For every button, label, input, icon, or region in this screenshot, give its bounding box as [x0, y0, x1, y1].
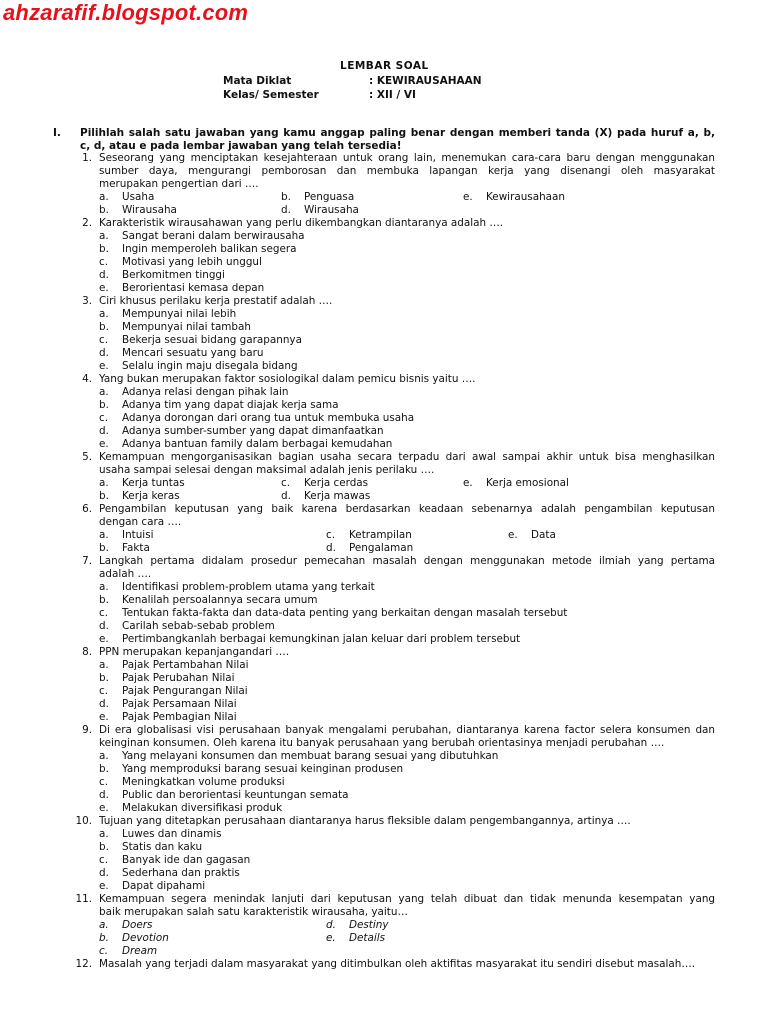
answer-option [0, 412, 768, 425]
question-line: baik merupakan salah satu karakteristik wirausaha, yaitu… [99, 906, 408, 918]
option-letter: e. [99, 633, 109, 645]
answer-option [0, 607, 768, 620]
option-letter: a. [99, 308, 109, 320]
option-text: Dream [122, 945, 158, 957]
option-text: Intuisi [122, 529, 154, 541]
option-letter: c. [99, 256, 109, 268]
option-letter: c. [99, 607, 109, 619]
question-item [0, 295, 768, 373]
question-item [0, 724, 768, 815]
answer-option [0, 685, 768, 698]
option-letter: a. [99, 477, 109, 489]
option-letter: c. [99, 412, 109, 424]
header-value: : KEWIRAUSAHAAN [369, 75, 482, 87]
question-number: 4. [82, 373, 92, 385]
option-text: Kerja cerdas [304, 477, 369, 489]
option-text: Pajak Persamaan Nilai [122, 698, 237, 710]
answer-option-row [0, 529, 768, 542]
answer-option [0, 711, 768, 724]
option-text: Adanya relasi dengan pihak lain [122, 386, 289, 398]
option-letter: b. [99, 594, 109, 606]
answer-option [0, 243, 768, 256]
option-letter: b. [99, 932, 109, 944]
option-letter: b. [99, 672, 109, 684]
answer-option-row [0, 919, 768, 932]
question-item [0, 815, 768, 893]
instruction-text [80, 127, 715, 152]
option-text: Doers [122, 919, 153, 931]
question-number: 11. [75, 893, 92, 905]
answer-option [0, 334, 768, 347]
answer-option [0, 360, 768, 373]
option-text: Adanya bantuan family dalam berbagai kemudahan [122, 438, 393, 450]
option-text: Yang melayani konsumen dan membuat barang sesuai yang dibutuhkan [122, 750, 499, 762]
answer-option [0, 880, 768, 893]
answer-option [0, 256, 768, 269]
option-letter: d. [99, 789, 109, 801]
question-text [0, 724, 715, 750]
question-text [0, 295, 715, 308]
answer-option-row [0, 490, 768, 503]
option-text: Luwes dan dinamis [122, 828, 222, 840]
option-text: Meningkatkan volume produksi [122, 776, 285, 788]
answer-option [0, 438, 768, 451]
question-line: Ciri khusus perilaku kerja prestatif adalah …. [99, 295, 333, 307]
option-text: Adanya sumber-sumber yang dapat dimanfaatkan [122, 425, 384, 437]
question-line: merupakan pengertian dari …. [99, 178, 259, 190]
option-letter: c. [99, 334, 109, 346]
option-text: Pajak Pengurangan Nilai [122, 685, 248, 697]
option-letter: e. [99, 360, 109, 372]
question-line: Kemampuan segera menindak lanjuti dari keputusan yang telah dibuat dan tidak menunda kesempatan yang [99, 893, 715, 905]
option-letter: d. [326, 919, 336, 931]
option-text: Carilah sebab-sebab problem [122, 620, 275, 632]
option-text: Selalu ingin maju disegala bidang [122, 360, 298, 372]
option-letter: c. [99, 776, 109, 788]
option-text: Pajak Perubahan Nilai [122, 672, 235, 684]
option-text: Devotion [122, 932, 169, 944]
question-line: dengan cara …. [99, 516, 182, 528]
option-text: Dapat dipahami [122, 880, 206, 892]
question-line: Langkah pertama didalam prosedur pemecahan masalah dengan menggunakan metode ilmiah yang pertama [99, 555, 715, 567]
question-line: Masalah yang terjadi dalam masyarakat yang ditimbulkan oleh aktifitas masyarakat itu sendiri disebut masalah…. [99, 958, 696, 970]
option-letter: b. [99, 841, 109, 853]
question-line: sumber daya, mengurangi pemborosan dan membuka lapangan kerja yang disenangi oleh masyarakat [99, 165, 715, 177]
answer-option-row [0, 542, 768, 555]
option-text: Bekerja sesuai bidang garapannya [122, 334, 302, 346]
option-letter: a. [99, 191, 109, 203]
option-text: Pertimbangkanlah berbagai kemungkinan jalan keluar dari problem tersebut [122, 633, 521, 645]
option-letter: a. [99, 828, 109, 840]
question-line: usaha sampai selesai dengan maksimal adalah jenis perilaku …. [99, 464, 435, 476]
option-letter: b. [99, 490, 109, 502]
answer-option [0, 854, 768, 867]
option-letter: d. [99, 867, 109, 879]
option-text: Penguasa [304, 191, 355, 203]
option-text: Tentukan fakta-fakta dan data-data penting yang berkaitan dengan masalah tersebut [122, 607, 568, 619]
question-text [0, 451, 715, 477]
option-text: Pajak Pembagian Nilai [122, 711, 237, 723]
option-letter: e. [463, 477, 473, 489]
answer-option [0, 347, 768, 360]
answer-option-row [0, 191, 768, 204]
option-text: Kerja emosional [486, 477, 569, 489]
option-text: Wirausaha [122, 204, 177, 216]
question-text [0, 815, 715, 828]
option-letter: d. [99, 620, 109, 632]
option-letter: a. [99, 386, 109, 398]
question-number: 9. [82, 724, 92, 736]
question-item [0, 217, 768, 295]
option-letter: a. [99, 750, 109, 762]
question-text [0, 373, 715, 386]
question-number: 12. [75, 958, 92, 970]
question-item [0, 503, 768, 555]
question-item [0, 958, 768, 971]
option-letter: b. [99, 243, 109, 255]
option-text: Kerja tuntas [122, 477, 185, 489]
option-letter: a. [99, 581, 109, 593]
option-text: Berkomitmen tinggi [122, 269, 225, 281]
question-line: Tujuan yang ditetapkan perusahaan diantaranya harus fleksible dalam pengembangannya, artinya …. [99, 815, 631, 827]
option-letter: e. [99, 282, 109, 294]
option-letter: a. [99, 529, 109, 541]
option-letter: a. [99, 919, 109, 931]
option-letter: b. [99, 321, 109, 333]
option-text: Wirausaha [304, 204, 359, 216]
answer-option [0, 269, 768, 282]
option-text: Ketrampilan [349, 529, 412, 541]
question-line: Karakteristik wirausahawan yang perlu dikembangkan diantaranya adalah …. [99, 217, 504, 229]
answer-option [0, 802, 768, 815]
option-text: Details [349, 932, 386, 944]
option-letter: d. [99, 269, 109, 281]
answer-option [0, 594, 768, 607]
question-number: 8. [82, 646, 92, 658]
answer-option [0, 386, 768, 399]
question-line: Pengambilan keputusan yang baik karena berdasarkan keadaan sebenarnya adalah pengambilan keputusan [99, 503, 715, 515]
option-letter: d. [99, 347, 109, 359]
option-letter: b. [281, 191, 291, 203]
answer-option-row [0, 932, 768, 945]
blog-watermark: ahzarafif.blogspot.com [3, 0, 249, 25]
question-number: 7. [82, 555, 92, 567]
answer-option [0, 659, 768, 672]
answer-option [0, 425, 768, 438]
question-text [0, 217, 715, 230]
answer-option [0, 750, 768, 763]
answer-option [0, 841, 768, 854]
option-letter: d. [281, 490, 291, 502]
option-text: Data [531, 529, 556, 541]
option-text: Statis dan kaku [122, 841, 203, 853]
answer-option [0, 230, 768, 243]
question-line: PPN merupakan kepanjangandari …. [99, 646, 290, 658]
question-line: Yang bukan merupakan faktor sosiologikal dalam pemicu bisnis yaitu …. [99, 373, 476, 385]
option-letter: b. [99, 204, 109, 216]
option-letter: e. [508, 529, 518, 541]
option-letter: c. [281, 477, 291, 489]
answer-option [0, 620, 768, 633]
question-number: 6. [82, 503, 92, 515]
option-letter: d. [99, 425, 109, 437]
option-letter: b. [99, 542, 109, 554]
option-letter: e. [99, 438, 109, 450]
question-item [0, 152, 768, 217]
question-number: 3. [82, 295, 92, 307]
option-text: Kenalilah persoalannya secara umum [122, 594, 318, 606]
option-letter: c. [326, 529, 336, 541]
answer-option [0, 828, 768, 841]
option-letter: d. [326, 542, 336, 554]
option-text: Melakukan diversifikasi produk [122, 802, 283, 814]
question-text [0, 893, 715, 919]
option-text: Ingin memperoleh balikan segera [122, 243, 297, 255]
question-text [0, 152, 715, 191]
question-number: 5. [82, 451, 92, 463]
option-text: Pengalaman [349, 542, 414, 554]
question-number: 1. [82, 152, 92, 164]
option-letter: d. [99, 698, 109, 710]
option-text: Pajak Pertambahan Nilai [122, 659, 249, 671]
answer-option-row [0, 945, 768, 958]
option-letter: b. [99, 763, 109, 775]
option-text: Berorientasi kemasa depan [122, 282, 265, 294]
question-line: Kemampuan mengorganisasikan bagian usaha secara terpadu dari awal sampai akhir untuk bisa menghasilkan [99, 451, 715, 463]
option-text: Destiny [349, 919, 389, 931]
option-text: Banyak ide dan gagasan [122, 854, 251, 866]
option-text: Usaha [122, 191, 155, 203]
option-letter: e. [99, 880, 109, 892]
answer-option [0, 399, 768, 412]
section-number: I. [53, 127, 61, 139]
question-text [0, 958, 715, 971]
answer-option [0, 672, 768, 685]
question-number: 2. [82, 217, 92, 229]
question-item [0, 646, 768, 724]
answer-option [0, 789, 768, 802]
option-letter: e. [326, 932, 336, 944]
option-text: Identifikasi problem-problem utama yang terkait [122, 581, 375, 593]
answer-option [0, 776, 768, 789]
option-letter: b. [99, 399, 109, 411]
answer-option [0, 867, 768, 880]
option-text: Mempunyai nilai lebih [122, 308, 237, 320]
option-letter: c. [99, 685, 109, 697]
instruction-line: Pilihlah salah satu jawaban yang kamu anggap paling benar dengan memberi tanda (X) pada huruf a, b, [80, 127, 715, 139]
answer-option-row [0, 477, 768, 490]
option-letter: c. [99, 854, 109, 866]
question-list [0, 152, 768, 971]
answer-option [0, 282, 768, 295]
option-text: Kewirausahaan [486, 191, 565, 203]
document-title: LEMBAR SOAL [340, 60, 429, 72]
answer-option [0, 321, 768, 334]
option-text: Public dan berorientasi keuntungan semata [122, 789, 349, 801]
question-text [0, 646, 715, 659]
option-letter: a. [99, 230, 109, 242]
option-text: Mencari sesuatu yang baru [122, 347, 264, 359]
question-item [0, 373, 768, 451]
question-line: Di era globalisasi visi perusahaan banyak mengalami perubahan, diantaranya karena factor selera konsumen dan [99, 724, 715, 736]
header-label: Mata Diklat [223, 75, 292, 87]
question-line: Seseorang yang menciptakan kesejahteraan untuk orang lain, menemukan cara-cara baru dengan menggunakan [99, 152, 715, 164]
option-letter: e. [463, 191, 473, 203]
header-label: Kelas/ Semester [223, 89, 319, 101]
option-letter: c. [99, 945, 109, 957]
answer-option-row [0, 204, 768, 217]
option-text: Kerja keras [122, 490, 180, 502]
answer-option [0, 763, 768, 776]
option-text: Fakta [122, 542, 150, 554]
question-item [0, 555, 768, 646]
question-item [0, 451, 768, 503]
instruction-line: c, d, atau e pada lembar jawaban yang telah tersedia! [80, 139, 402, 152]
question-text [0, 503, 715, 529]
question-line: adalah …. [99, 568, 152, 580]
option-letter: e. [99, 802, 109, 814]
option-text: Mempunyai nilai tambah [122, 321, 251, 333]
header-value: : XII / VI [369, 89, 416, 101]
question-text [0, 555, 715, 581]
option-text: Sangat berani dalam berwirausaha [122, 230, 305, 242]
option-text: Motivasi yang lebih unggul [122, 256, 262, 268]
question-line: keinginan konsumen. Oleh karena itu banyak perusahaan yang berubah orientasinya menjadi perubahan …. [99, 737, 665, 749]
option-text: Adanya tim yang dapat diajak kerja sama [122, 399, 339, 411]
option-letter: e. [99, 711, 109, 723]
answer-option [0, 308, 768, 321]
option-letter: a. [99, 659, 109, 671]
option-text: Kerja mawas [304, 490, 371, 502]
option-letter: d. [281, 204, 291, 216]
option-text: Yang memproduksi barang sesuai keinginan produsen [122, 763, 404, 775]
answer-option [0, 633, 768, 646]
question-item [0, 893, 768, 958]
answer-option [0, 698, 768, 711]
option-text: Sederhana dan praktis [122, 867, 240, 879]
answer-option [0, 581, 768, 594]
question-number: 10. [75, 815, 92, 827]
option-text: Adanya dorongan dari orang tua untuk membuka usaha [122, 412, 415, 424]
